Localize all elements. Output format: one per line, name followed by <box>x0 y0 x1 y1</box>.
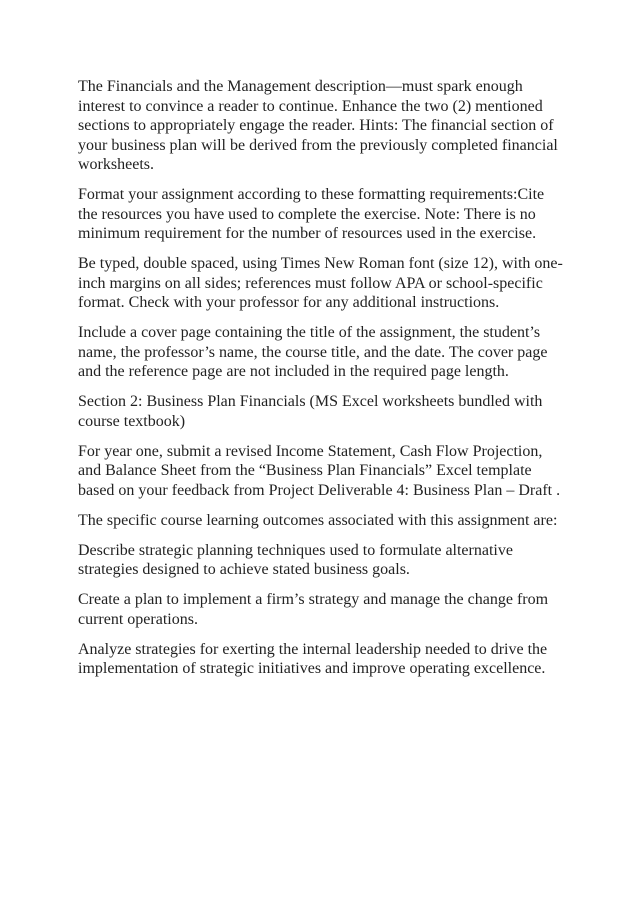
paragraph-outcome-analyze: Analyze strategies for exerting the internal leadership needed to drive the implementation of strategic initiatives and improve operating excellence. <box>78 640 548 677</box>
paragraph-cover-page: Include a cover page containing the title of the assignment, the student’s name, the professor’s name, the course title, and the date. The cover page and the reference page are not included in the required page length. <box>78 324 548 380</box>
paragraph-year-one-submission: For year one, submit a revised Income Statement, Cash Flow Projection, and Balance Sheet from the “Business Plan Financials” Excel template based on your feedback from Project Deliverable 4: Business Plan – Draft . <box>78 442 561 499</box>
document-body <box>78 77 564 689</box>
paragraph-outcome-describe: Describe strategic planning techniques used to formulate alternative strategies designed to achieve stated business goals. <box>78 541 513 578</box>
paragraph-formatting-requirements: Format your assignment according to these formatting requirements:Cite the resources you have used to complete the exercise. Note: There is no minimum requirement for the number of resources used in the exercise. <box>78 186 545 242</box>
paragraph-typing-instructions: Be typed, double spaced, using Times New Roman font (size 12), with one-inch margins on all sides; references must follow APA or school-specific format. Check with your professor for any additional instructions. <box>78 255 563 311</box>
paragraph-section-2-heading: Section 2: Business Plan Financials (MS Excel worksheets bundled with course textbook) <box>78 393 543 430</box>
paragraph-learning-outcomes-intro: The specific course learning outcomes associated with this assignment are: <box>78 511 558 529</box>
paragraph-financials-intro: The Financials and the Management description—must spark enough interest to convince a reader to continue. Enhance the two (2) mentioned sections to appropriately engage the reader. Hints: The financial section of your business plan will be derived from the previously completed financial worksheets. <box>78 78 558 173</box>
paragraph-outcome-create: Create a plan to implement a firm’s strategy and manage the change from current operations. <box>78 591 549 628</box>
